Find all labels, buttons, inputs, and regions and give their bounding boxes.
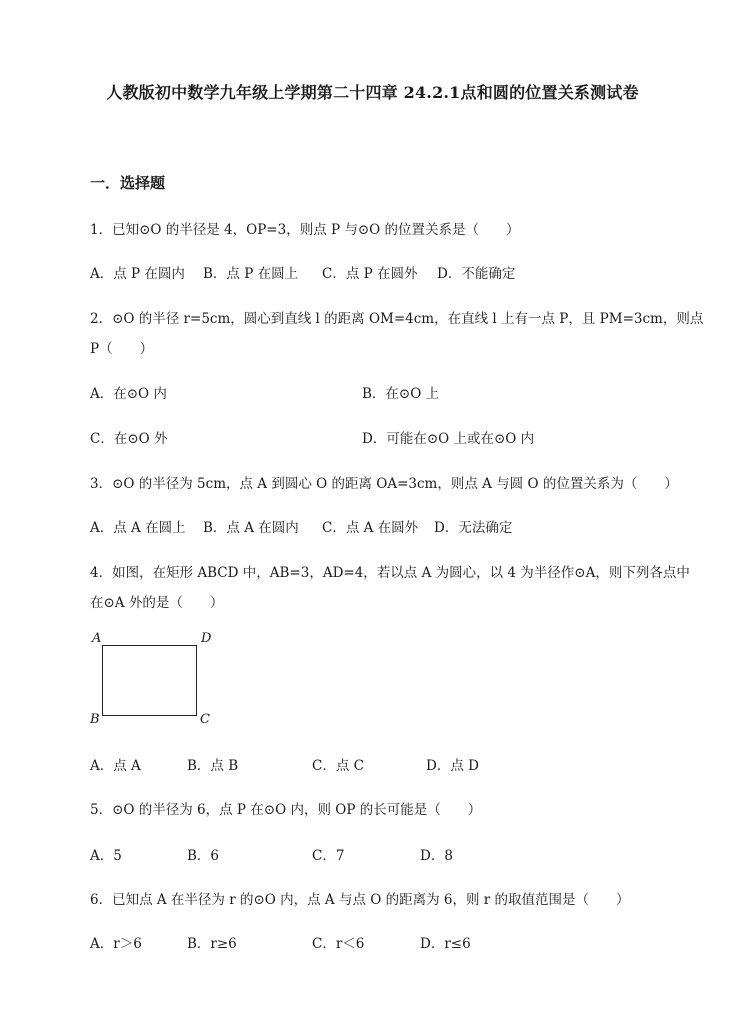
question-1-stem: 1．已知⊙O 的半径是 4，OP=3，则点 P 与⊙O 的位置关系是（ ） (90, 222, 520, 238)
q2-option-c: C．在⊙O 外 (90, 431, 168, 447)
q2-option-b: B．在⊙O 上 (362, 386, 440, 402)
q6-option-b: B．r≥6 (187, 936, 237, 952)
question-4-stem-line2: 在⊙A 外的是（ ） (90, 595, 224, 611)
section-heading: 一．选择题 (90, 174, 166, 192)
q6-option-a: A．r＞6 (90, 936, 142, 952)
question-5-stem: 5．⊙O 的半径为 6，点 P 在⊙O 内，则 OP 的长可能是（ ） (90, 802, 482, 818)
q4-option-c: C．点 C (312, 758, 364, 774)
q4-option-b: B．点 B (187, 758, 239, 774)
page-title: 人教版初中数学九年级上学期第二十四章 24.2.1点和圆的位置关系测试卷 (106, 83, 639, 102)
q1-option-d: D．不能确定 (437, 266, 516, 282)
q5-option-a: A．5 (90, 848, 122, 864)
q3-option-a: A．点 A 在圆上 (90, 520, 186, 536)
q5-option-c: C．7 (312, 848, 345, 864)
q6-option-c: C．r＜6 (312, 936, 365, 952)
vertex-label-b: B (90, 712, 100, 727)
q3-option-d: D．无法确定 (434, 520, 513, 536)
question-3-stem: 3．⊙O 的半径为 5cm，点 A 到圆心 O 的距离 OA=3cm，则点 A 与圆 O 的位置关系为（ ） (90, 476, 678, 492)
q3-option-c: C．点 A 在圆外 (322, 520, 419, 536)
q2-option-d: D．可能在⊙O 上或在⊙O 内 (362, 431, 535, 447)
q5-option-d: D．8 (420, 848, 453, 864)
q2-option-a: A．在⊙O 内 (90, 386, 167, 402)
rectangle-abcd-figure (102, 645, 197, 716)
q1-option-a: A．点 P 在圆内 (90, 266, 185, 282)
question-2-stem-line2: P（ ） (90, 341, 154, 357)
q3-option-b: B．点 A 在圆内 (203, 520, 299, 536)
vertex-label-a: A (92, 631, 102, 646)
q4-option-a: A．点 A (90, 758, 141, 774)
vertex-label-d: D (201, 631, 212, 646)
q1-option-b: B．点 P 在圆上 (203, 266, 299, 282)
q5-option-b: B．6 (187, 848, 220, 864)
q6-option-d: D．r≤6 (420, 936, 471, 952)
question-2-stem-line1: 2．⊙O 的半径 r=5cm，圆心到直线 l 的距离 OM=4cm，在直线 l 上有一点 P，且 PM=3cm，则点 (90, 311, 704, 327)
vertex-label-c: C (200, 712, 210, 727)
question-6-stem: 6．已知点 A 在半径为 r 的⊙O 内，点 A 与点 O 的距离为 6，则 r 的取值范围是（ ） (90, 892, 630, 908)
q1-option-c: C．点 P 在圆外 (322, 266, 418, 282)
q4-option-d: D．点 D (426, 758, 479, 774)
question-4-stem-line1: 4．如图，在矩形 ABCD 中，AB=3，AD=4，若以点 A 为圆心，以 4 为半径作⊙A，则下列各点中 (90, 565, 690, 581)
